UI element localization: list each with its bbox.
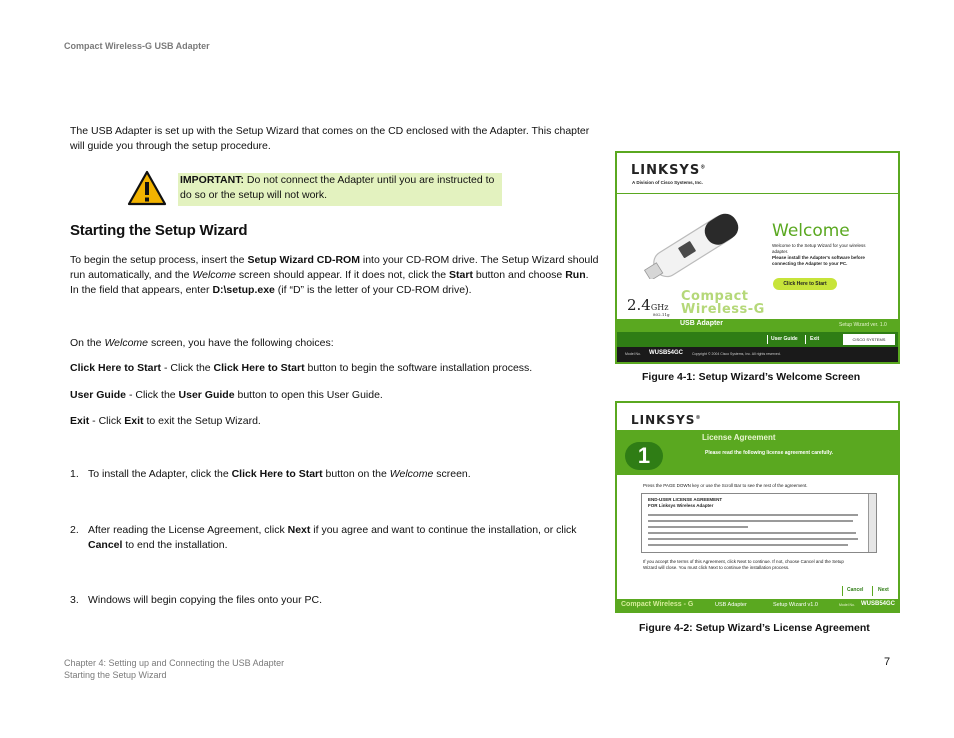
page-footer: Chapter 4: Setting up and Connecting the USB Adapter Starting the Setup Wizard xyxy=(64,658,285,680)
setup-instructions: To begin the setup process, insert the Setup Wizard CD-ROM into your CD-ROM drive. The Setup Wizard should run automatically, and the Welcome screen should appear. If it does not, click the Start button and choose Run. In the field that appears, enter D:\setup.exe (if “D” is the letter of your CD-ROM drive). xyxy=(70,254,599,296)
figure-welcome-screen: LINKSYS® A Division of Cisco Systems, Inc. Welcome Welcome to the Setup Wizard for your wireless adapter. Please install the Adapter's software before connecting the Adapter to your PC. Click Here to Start 2.4GHz 802.11g Compact Wireless-G USB Adapter Setup Wizard ver. 1.0 User Guide Exit CISCO SYSTEMS Model No. WUSB54GC Copyright © 2004 Cisco Systems, Inc. All rights reserved. xyxy=(615,151,900,364)
welcome-title: Welcome xyxy=(772,221,850,241)
step-2: 2. After reading the License Agreement, click Next if you agree and want to continue the installation, or click Cancel to end the installation. xyxy=(70,524,577,551)
cancel-button[interactable]: Cancel xyxy=(847,587,864,593)
choice-exit: Exit - Click Exit to exit the Setup Wizard. xyxy=(70,415,261,427)
warning-text: IMPORTANT: Do not connect the Adapter until you are instructed to do so or the setup will not work. xyxy=(180,174,495,201)
choice-click-here-to-start: Click Here to Start - Click the Click Here to Start button to begin the software installation process. xyxy=(70,362,533,374)
choices-intro: On the Welcome screen, you have the following choices: xyxy=(70,337,334,349)
welcome-text: Welcome to the Setup Wizard for your wireless adapter. Please install the Adapter's software before connecting the Adapter to your PC. xyxy=(772,243,866,266)
page-number: 7 xyxy=(884,656,891,668)
ghz-badge: 2.4GHz 802.11g xyxy=(627,296,670,317)
license-title: License Agreement xyxy=(702,433,776,442)
figure-2-caption: Figure 4-2: Setup Wizard’s License Agreement xyxy=(639,622,870,634)
accept-instructions: If you accept the terms of this Agreement, click Next to continue. If not, choose Cancel and the Setup Wizard will close. You must click Next to continue the installation process. xyxy=(643,559,844,570)
step-1: 1. To install the Adapter, click the Click Here to Start button on the Welcome screen. xyxy=(70,468,471,480)
running-header: Compact Wireless-G USB Adapter xyxy=(64,41,210,51)
step-number: 1 xyxy=(625,442,663,470)
step-3: 3. Windows will begin copying the files onto your PC. xyxy=(70,594,323,606)
eula-text-box[interactable]: END-USER LICENSE AGREEMENT FOR Linksys Wireless Adapter xyxy=(641,493,877,553)
choice-user-guide: User Guide - Click the User Guide button to open this User Guide. xyxy=(70,389,383,401)
section-title: Starting the Setup Wizard xyxy=(70,222,248,239)
usb-adapter-image xyxy=(637,201,757,279)
eula-scrollbar[interactable] xyxy=(868,494,876,552)
warning-icon xyxy=(127,170,167,206)
next-button[interactable]: Next xyxy=(878,587,889,593)
click-here-to-start-button[interactable]: Click Here to Start xyxy=(773,278,837,290)
exit-button[interactable]: Exit xyxy=(810,336,820,342)
figure-license-agreement: LINKSYS® License Agreement 1 Please read the following license agreement carefully. Press the PAGE DOWN key or use the Scroll Bar to see the rest of the agreement. END-USER LICENSE AGREEMENT FOR Linksys Wireless Adapter If you accept the terms of this Agreement, click Next to continue. If not, choose Cancel and the Setup Wizard will close. You must click Next to continue the installation process. Cancel Next Compact Wireless - G USB Adapter Setup Wizard v1.0 Model No. WUSB54GC xyxy=(615,401,900,613)
figure-1-caption: Figure 4-1: Setup Wizard’s Welcome Screen xyxy=(642,371,861,383)
cisco-logo: CISCO SYSTEMS xyxy=(843,334,895,345)
linksys-logo: LINKSYS® xyxy=(631,163,707,178)
user-guide-button[interactable]: User Guide xyxy=(771,336,798,342)
intro-paragraph: The USB Adapter is set up with the Setup Wizard that comes on the CD enclosed with the Adapter. This chapter will guide you through the setup procedure. xyxy=(70,125,590,152)
linksys-logo: LINKSYS® xyxy=(631,413,702,427)
compact-wireless-g-logo: Compact Wireless-G xyxy=(681,289,765,317)
